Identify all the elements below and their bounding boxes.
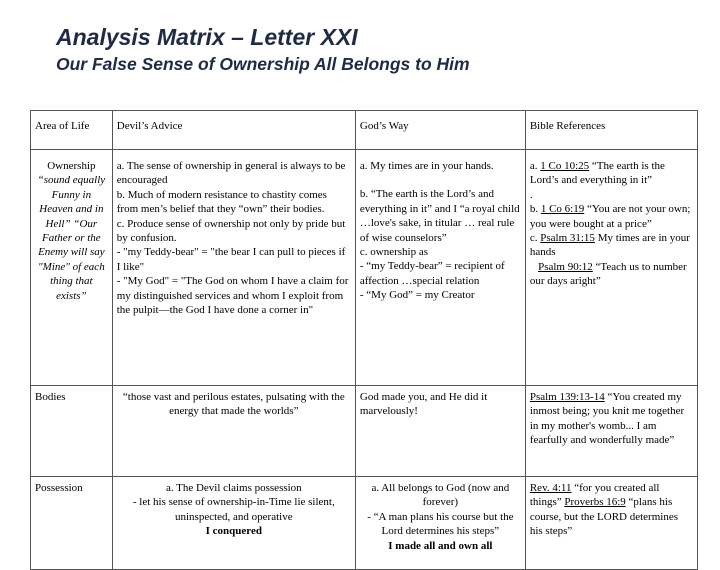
table-row-ownership xyxy=(31,150,698,386)
area-cell: Possession xyxy=(31,477,113,570)
gods-way-cell xyxy=(355,477,525,570)
gods-way-line: - “my Teddy-bear” = recipient of affection …special relation xyxy=(359,260,505,287)
gods-way-cell xyxy=(355,150,525,386)
devil-advice-line: a. The Devil claims possession xyxy=(165,482,302,494)
table-header-row xyxy=(31,111,698,150)
bible-ref-link[interactable]: 1 Co 6:19 xyxy=(540,203,585,216)
devil-advice-cell xyxy=(112,477,355,570)
column-header-area: Area of Life xyxy=(31,111,113,150)
bible-ref-line: Psalm 90:12 “Teach us to number our days aright” xyxy=(529,260,687,288)
analysis-matrix-table xyxy=(30,110,698,570)
bible-references-cell xyxy=(525,386,697,477)
page-subtitle: Our False Sense of Ownership All Belongs to Him xyxy=(56,54,470,74)
bible-references-cell xyxy=(525,477,697,570)
page-title: Analysis Matrix – Letter XXI xyxy=(56,24,358,50)
bible-ref-text: “for you created all things” xyxy=(529,482,660,509)
devil-advice-line: - "My God" = "The God on whom I have a claim for my distinguished services and whom I exploit from the pulpit—the God I have done a corner in" xyxy=(116,275,349,317)
bible-ref-dot: . xyxy=(529,188,533,201)
gods-way-emphasis: I made all and own all xyxy=(388,539,493,552)
gods-way-cell: God made you, and He did it marvelously! xyxy=(355,386,525,477)
bible-ref-link[interactable]: Psalm 31:15 xyxy=(540,232,595,245)
area-cell xyxy=(31,150,113,386)
column-header-devil: Devil’s Advice xyxy=(112,111,355,150)
gods-way-line: b. “The earth is the Lord’s and everything in it” and I “a royal child …love's sake, in titular … real rule of wise counselors” xyxy=(359,188,520,244)
bible-ref-line: a. 1 Co 10:25 “The earth is the Lord’s and everything in it” xyxy=(529,160,665,187)
table-row-bodies xyxy=(31,386,698,477)
bible-ref-text: “You created my inmost being; you knit me together in my mother's womb... I am fearfully and wonderfully made” xyxy=(529,391,685,447)
bible-ref-link[interactable]: Rev. 4:11 xyxy=(529,482,572,494)
devil-advice-line: - "my Teddy-bear" = "the bear I can pull to pieces if I like" xyxy=(116,246,346,273)
bible-ref-link[interactable]: Proverbs 16:9 xyxy=(564,496,626,509)
devil-advice-line: a. The sense of ownership in general is always to be encouraged xyxy=(116,160,346,187)
gods-way-line: a. All belongs to God (now and forever) xyxy=(371,482,510,509)
gods-way-line: - “My God” = my Creator xyxy=(359,289,475,302)
column-header-bible: Bible References xyxy=(525,111,697,150)
gods-way-line: a. My times are in your hands. xyxy=(359,160,494,172)
gods-way-line: c. ownership as xyxy=(359,246,428,259)
devil-advice-emphasis: I conquered xyxy=(205,525,262,538)
bible-ref-line: b. 1 Co 6:19 “You are not your own; you were bought at a price” xyxy=(529,203,691,230)
table-row-possession xyxy=(31,477,698,570)
devil-advice-cell xyxy=(112,150,355,386)
bible-ref-text: “plans his course, but the LORD determines his steps” xyxy=(529,496,678,538)
bible-ref-link[interactable]: Psalm 139:13-14 xyxy=(529,391,605,403)
devil-advice-cell: “those vast and perilous estates, pulsating with the energy that made the worlds” xyxy=(112,386,355,477)
bible-ref-line: c. Psalm 31:15 My times are in your hands xyxy=(529,232,690,259)
column-header-god: God’s Way xyxy=(355,111,525,150)
devil-advice-line: b. Much of modern resistance to chastity comes from men’s belief that they “own” their bodies. xyxy=(116,188,327,216)
area-quote: “sound equally Funny in Heaven and in Hell” “Our Father or the Enemy will say "Mine" of each thing that exists” xyxy=(37,174,106,302)
bible-references-cell xyxy=(525,150,697,386)
bible-ref-link[interactable]: Psalm 90:12 xyxy=(538,260,593,273)
area-cell: Bodies xyxy=(31,386,113,477)
gods-way-line: - “A man plans his course but the Lord determines his steps” xyxy=(367,510,514,538)
devil-advice-line: - let his sense of ownership-in-Time lie silent, uninspected, and operative xyxy=(132,496,335,523)
bible-ref-link[interactable]: 1 Co 10:25 xyxy=(540,160,590,172)
area-name: Ownership xyxy=(47,160,96,172)
devil-advice-line: c. Produce sense of ownership not only by pride but by confusion. xyxy=(116,217,346,245)
